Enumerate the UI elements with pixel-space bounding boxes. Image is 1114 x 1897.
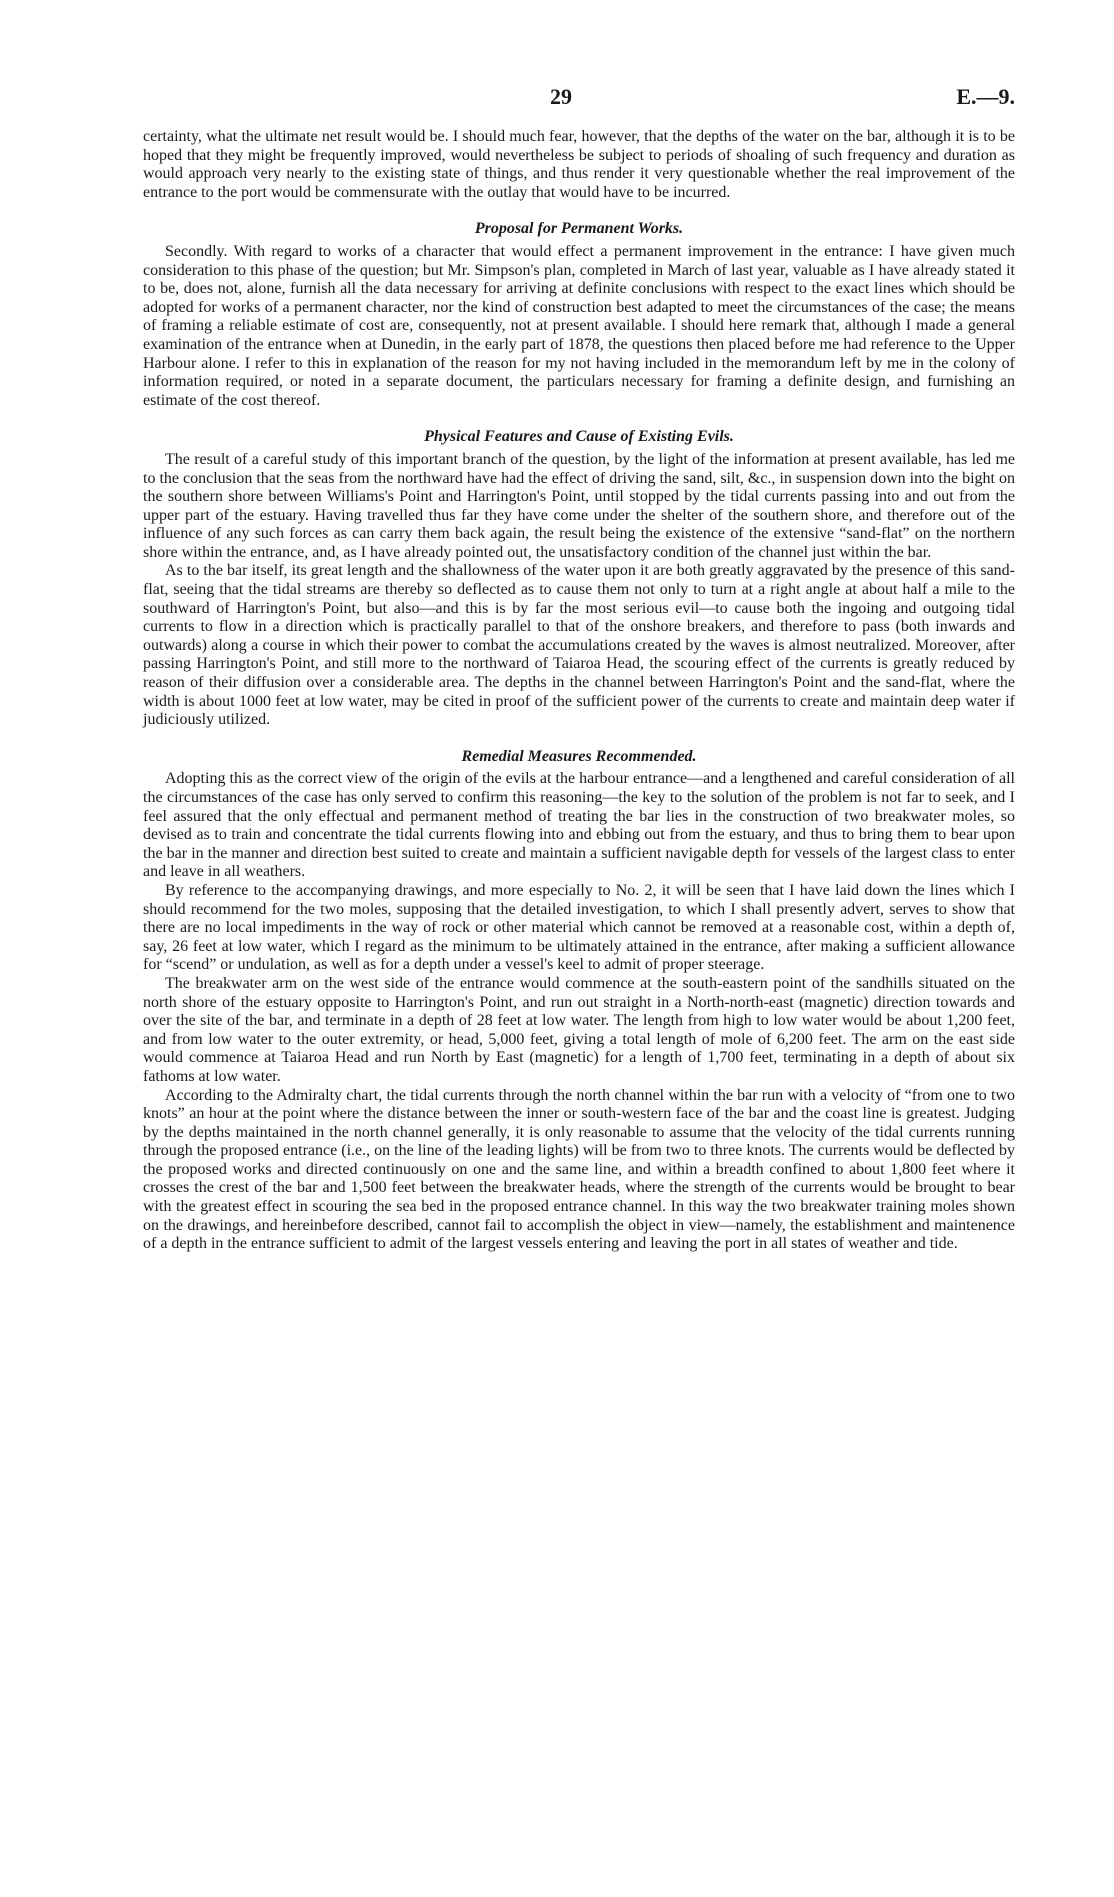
- paragraph: By reference to the accompanying drawings, and more especially to No. 2, it will be seen that I have laid down the lines which I should recommend for the two moles, supposing that the detailed investigation, to which I shall presently advert, serves to show that there are no local impediments in the way of rock or other material which cannot be removed at a reasonable cost, within a depth of, say, 26 feet at low water, which I regard as the minimum to be ultimately attained in the entrance, after making a sufficient allowance for “scend” or undulation, as well as for a depth under a vessel's keel to admit of proper steerage.: [143, 881, 1015, 974]
- paragraph: Adopting this as the correct view of the origin of the evils at the harbour entrance—and a lengthened and careful consideration of all the circumstances of the case has only served to confirm this reasoning—the key to the solution of the problem is not far to seek, and I feel assured that the only effectual and permanent method of treating the bar lies in the construction of two breakwater moles, so devised as to train and concentrate the tidal currents flowing into and ebbing out from the estuary, and thus to bring them to bear upon the bar in the manner and direction best suited to create and maintain a sufficient navigable depth for vessels of the largest class to enter and leave in all weathers.: [143, 770, 1015, 881]
- section-heading: Physical Features and Cause of Existing Evils.: [424, 428, 734, 446]
- section-physical-features: [143, 428, 1015, 730]
- document-reference: E.—9.: [956, 84, 1015, 109]
- paragraph: The breakwater arm on the west side of the entrance would commence at the south-eastern point of the sandhills situated on the north shore of the estuary opposite to Harrington's Point, and run out straight in a North-north-east (magnetic) direction towards and over the site of the bar, and terminate in a depth of 28 feet at low water. The length from high to low water would be about 1,200 feet, and from low water to the outer extremity, or head, 5,000 feet, giving a total length of mole of 6,200 feet. The arm on the east side would commence at Taiaroa Head and run North by East (magnetic) for a length of 1,700 feet, terminating in a depth of about six fathoms at low water.: [143, 974, 1015, 1085]
- section-heading: Remedial Measures Recommended.: [461, 747, 697, 765]
- page-number: 29: [550, 84, 572, 109]
- section-permanent-works: [143, 220, 1015, 410]
- section-remedial-measures: [143, 748, 1015, 1254]
- paragraph: certainty, what the ultimate net result would be. I should much fear, however, that the depths of the water on the bar, although it is to be hoped that they might be frequently improved, would nevertheless be subject to periods of shoaling of such frequency and duration as would approach very nearly to the existing state of things, and thus render it very questionable whether the real improvement of the entrance to the port would be commensurate with the outlay that would have to be incurred.: [143, 128, 1015, 201]
- paragraph: As to the bar itself, its great length and the shallowness of the water upon it are both greatly aggravated by the presence of this sand-flat, seeing that the tidal streams are thereby so deflected as to cause them not only to turn at a right angle at about half a mile to the southward of Harrington's Point, but also—and this is by far the most serious evil—to cause both the ingoing and outgoing tidal currents to flow in a direction which is practically parallel to that of the onshore breakers, and therefore to pass (both inwards and outwards) along a course in which their power to combat the accumulations created by the waves is almost neutralized. Moreover, after passing Harrington's Point, and still more to the northward of Taiaroa Head, the scouring effect of the currents is greatly reduced by reason of their diffusion over a considerable area. The depths in the channel between Harrington's Point and the sand-flat, where the width is about 1000 feet at low water, may be cited in proof of the sufficient power of the currents to create and maintain deep water if judiciously utilized.: [143, 562, 1015, 729]
- document-page: [143, 84, 1015, 1254]
- paragraph: According to the Admiralty chart, the tidal currents through the north channel within the bar run with a velocity of “from one to two knots” an hour at the point where the distance between the inner or south-western face of the bar and the coast line is greatest. Judging by the depths maintained in the north channel generally, it is only reasonable to assume that the velocity of the tidal currents running through the proposed entrance (i.e., on the line of the leading lights) will be from two to three knots. The currents would be deflected by the proposed works and directed continuously on one and the same line, and within a breadth confined to about 1,800 feet where it crosses the crest of the bar and 1,500 feet between the breakwater heads, where the strength of the currents would be brought to bear with the greatest effect in scouring the sea bed in the proposed entrance channel. In this way the two breakwater training moles shown on the drawings, and hereinbefore described, cannot fail to accomplish the object in view—namely, the establishment and maintenence of a depth in the entrance sufficient to admit of the largest vessels entering and leaving the port in all states of weather and tide.: [143, 1086, 1015, 1253]
- paragraph: The result of a careful study of this important branch of the question, by the light of the information at present available, has led me to the conclusion that the seas from the northward have had the effect of driving the sand, silt, &c., in suspension down into the bight on the southern shore between Williams's Point and Harrington's Point, until stopped by the tidal currents passing into and out from the upper part of the estuary. Having travelled thus far they have come under the shelter of the southern shore, and therefore out of the influence of any such forces as can carry them back again, the result being the existence of the extensive “sand-flat” on the northern shore within the entrance, and, as I have already pointed out, the unsatisfactory condition of the channel just within the bar.: [143, 450, 1015, 561]
- running-header: [143, 84, 1015, 128]
- section-continuation: [143, 128, 1015, 202]
- section-heading: Proposal for Permanent Works.: [474, 220, 684, 238]
- paragraph: Secondly. With regard to works of a character that would effect a permanent improvement in the entrance: I have given much consideration to this phase of the question; but Mr. Simpson's plan, completed in March of last year, valuable as I have already stated it to be, does not, alone, furnish all the data necessary for arriving at definite conclusions with respect to the exact lines which should be adopted for works of a permanent character, nor the kind of construction best adapted to meet the circumstances of the case; the means of framing a reliable estimate of cost are, consequently, not at present available. I should here remark that, although I made a general examination of the entrance when at Dunedin, in the early part of 1878, the questions then placed before me had reference to the Upper Harbour alone. I refer to this in explanation of the reason for my not having included in the memorandum left by me in the colony of information required, or noted in a separate document, the particulars necessary for framing a definite design, and furnishing an estimate of the cost thereof.: [143, 242, 1015, 409]
